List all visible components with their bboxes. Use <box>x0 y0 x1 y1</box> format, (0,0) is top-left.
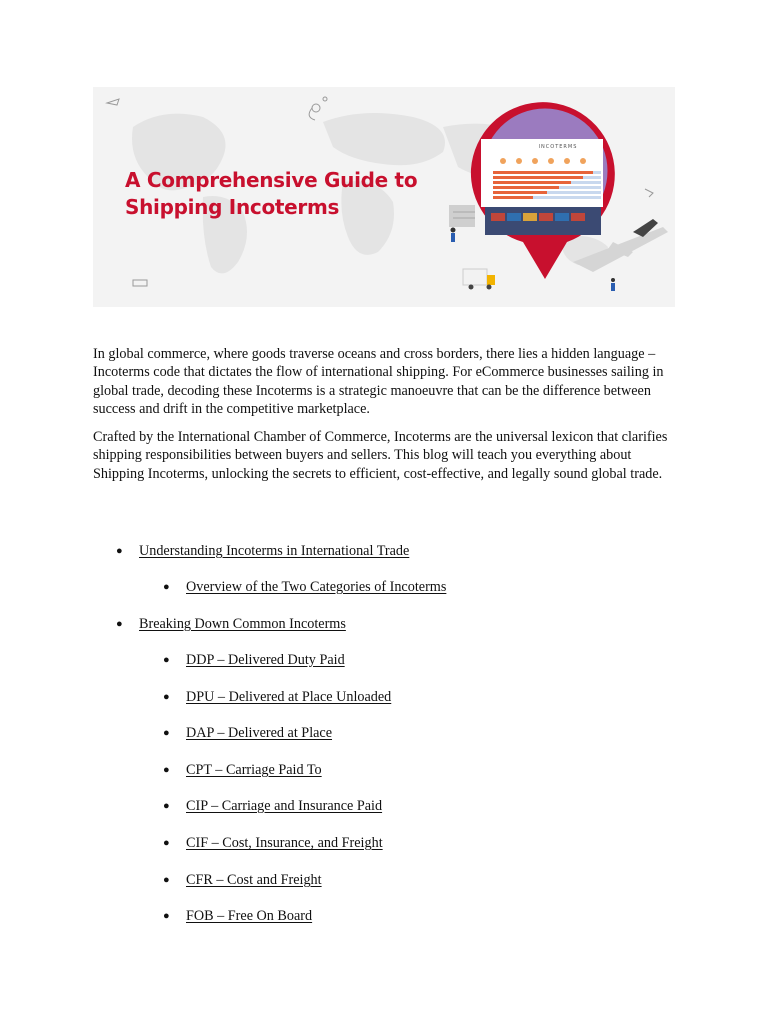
toc-item <box>163 724 333 742</box>
toc-item <box>116 542 410 560</box>
bullet-icon: ● <box>163 800 170 812</box>
bullet-icon: ● <box>163 837 170 849</box>
toc-item <box>163 834 383 852</box>
bullet-icon: ● <box>163 654 170 666</box>
toc-item <box>163 761 322 779</box>
toc-link-fob[interactable]: FOB – Free On Board <box>186 908 313 924</box>
banner-title: A Comprehensive Guide to Shipping Incoterms <box>125 168 418 219</box>
bullet-icon: ● <box>163 764 170 776</box>
bullet-icon: ● <box>163 727 170 739</box>
toc-link-cif[interactable]: CIF – Cost, Insurance, and Freight <box>186 835 383 851</box>
toc-link-dap[interactable]: DAP – Delivered at Place <box>186 725 333 741</box>
toc-link-dpu[interactable]: DPU – Delivered at Place Unloaded <box>186 689 392 705</box>
worker-figure <box>451 228 456 243</box>
toc-link-cpt[interactable]: CPT – Carriage Paid To <box>186 762 322 778</box>
toc-link-understanding-incoterms[interactable]: Understanding Incoterms in International Trade <box>139 543 410 559</box>
intro-paragraph: In global commerce, where goods traverse oceans and cross borders, there lies a hidden language – Incoterms code that dictates the flow of international shipping. For eCommerce businesses sailing in global trade, decoding these Incoterms is a strategic manoeuvre that can be the difference between success and drift in the competitive marketplace. <box>93 346 664 418</box>
toc-item <box>116 615 346 633</box>
toc-link-cip[interactable]: CIP – Carriage and Insurance Paid <box>186 798 383 814</box>
toc-link-overview-categories[interactable]: Overview of the Two Categories of Incoterms <box>186 579 447 595</box>
bullet-icon: ● <box>163 581 170 593</box>
toc-item <box>163 907 313 925</box>
toc-item <box>163 688 392 706</box>
toc-item <box>163 797 383 815</box>
bullet-icon: ● <box>163 874 170 886</box>
toc-link-ddp[interactable]: DDP – Delivered Duty Paid <box>186 652 345 668</box>
worker-figure-2 <box>611 278 615 291</box>
toc-link-cfr[interactable]: CFR – Cost and Freight <box>186 872 322 888</box>
bullet-icon: ● <box>163 910 170 922</box>
context-paragraph: Crafted by the International Chamber of Commerce, Incoterms are the universal lexicon that clarifies shipping responsibilities between buyers and sellers. This blog will teach you everything about Shipping Incoterms, unlocking the secrets to efficient, cost-effective, and legally sound global trade. <box>93 429 668 482</box>
toc-item <box>163 578 447 596</box>
truck-icon <box>463 269 495 290</box>
toc-item <box>163 651 345 669</box>
plane-icon <box>107 99 119 105</box>
toc-item <box>163 871 322 889</box>
pin-chart-title: INCOTERMS <box>538 144 578 150</box>
ship-icon <box>133 280 147 286</box>
bullet-icon: ● <box>163 691 170 703</box>
route-icon <box>312 104 320 112</box>
bullet-icon: ● <box>116 545 123 557</box>
hero-banner <box>93 87 675 307</box>
bullet-icon: ● <box>116 618 123 630</box>
toc-link-breaking-down[interactable]: Breaking Down Common Incoterms <box>139 616 346 632</box>
plane-small-icon <box>645 189 653 197</box>
